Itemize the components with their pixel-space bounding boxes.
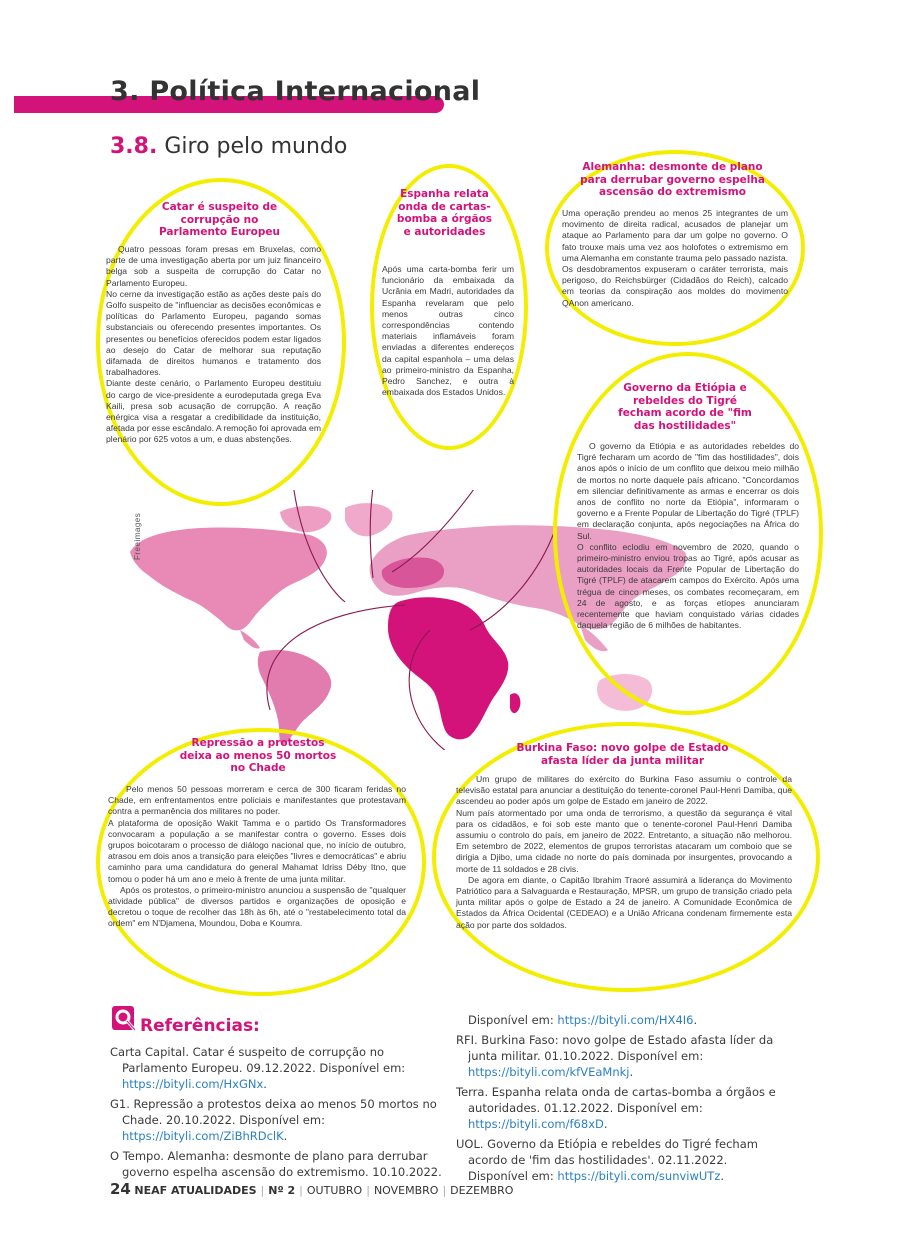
ref-link[interactable]: https://bityli.com/HxGNx: [122, 1077, 264, 1091]
references-left: [110, 1044, 442, 1184]
qatar-p1: Quatro pessoas foram presas em Bruxelas, como parte de uma investigação aberta por um juiz financeiro belga sob a suspeita de corrupção do Catar no Parlamento Europeu.: [106, 244, 321, 288]
subsection-title: [110, 134, 347, 159]
ethiopia-text: [577, 441, 799, 631]
ref-link[interactable]: https://bityli.com/HX4I6: [557, 1013, 694, 1027]
ref-text: Carta Capital. Catar é suspeito de corrupção no Parlamento Europeu. 09.12.2022. Disponível em:: [110, 1045, 406, 1075]
ref-link[interactable]: https://bityli.com/ZiBhRDclK: [122, 1129, 284, 1143]
ref-text: G1. Repressão a protestos deixa ao menos 50 mortos no Chade. 20.10.2022. Disponível em:: [110, 1097, 437, 1127]
references-icon: [110, 1004, 140, 1034]
subsection-number: 3.8.: [110, 134, 158, 159]
subsection-label: Giro pelo mundo: [164, 134, 348, 159]
spain-p1: Após uma carta-bomba ferir um funcionário da embaixada da Ucrânia em Madri, autoridades da Espanha revelaram que pelo menos outras cinco correspondências contendo materiais inflamáveis foram enviadas a diferentes endereços da capital espanhola – uma delas ao primeiro-ministro da Espanha, Pedro Sanchez, e outra à embaixada dos Estados Unidos.: [382, 264, 514, 398]
spain-title: Espanha relata onda de cartas-bomba a órgãos e autoridades: [396, 188, 493, 238]
ref-rfi: [456, 1032, 786, 1080]
spain-text: [382, 264, 514, 398]
ref-end: .: [283, 1129, 288, 1143]
ref-link[interactable]: https://bityli.com/f68xD: [468, 1117, 604, 1131]
ref-g1: [110, 1096, 442, 1144]
north-america: [130, 506, 331, 649]
burkina-p1: Um grupo de militares do exército do Burkina Faso assumiu o controle da televisão estatal para anunciar a destituição do tenente-coronel Paul-Henri Damiba, que ascendeu ao poder após um golpe de Estado em janeiro de 2022.: [456, 774, 792, 807]
chad-p1: Pelo menos 50 pessoas morreram e cerca de 300 ficaram feridas no Chade, em enfrentamentos entre policiais e manifestantes que protestavam contra a permanência dos militares no poder.: [108, 784, 406, 817]
chad-text: [108, 784, 406, 930]
month-3: DEZEMBRO: [450, 1184, 514, 1197]
section-title: 3. Política Internacional: [110, 76, 481, 107]
burkina-title: Burkina Faso: novo golpe de Estado afasta líder da junta militar: [516, 742, 729, 767]
qatar-title: Catar é suspeito de corrupção no Parlamento Europeu: [159, 201, 280, 238]
ref-o-tempo: [110, 1148, 442, 1180]
page-footer: 24 NEAF ATUALIDADES | Nº 2 | OUTUBRO | NOVEMBRO | DEZEMBRO: [110, 1180, 514, 1198]
page-number: 24: [110, 1180, 131, 1198]
photo-credit: Freeimages: [133, 512, 142, 560]
ref-text: O Tempo. Alemanha: desmonte de plano para derrubar governo espelha ascensão do extremismo. 10.10.2022.: [110, 1149, 442, 1179]
ref-terra: [456, 1084, 786, 1132]
ref-carta-capital: [110, 1044, 442, 1092]
ref-end: .: [263, 1077, 267, 1091]
ref-o-tempo-cont: [456, 1012, 786, 1028]
ref-end: .: [720, 1169, 725, 1183]
burkina-p2: Num país atormentado por uma onda de terrorismo, a questão da segurança é vital para os cidadãos, e foi sob este manto que o tenente-coronel Paul-Henri Damiba assumiu o controlo do país, em janeiro de 2022. Entretanto, a situação não melhorou. Em setembro de 2022, elementos de grupos terroristas atacaram um comboio que se dirigia a Djibo, uma cidade no norte do país dominada por insurgentes, provocando a morte de 11 soldados e 28 civis.: [456, 807, 792, 874]
ref-end: .: [629, 1065, 634, 1079]
germany-text: [562, 208, 788, 309]
germany-title: Alemanha: desmonte de plano para derrubar governo espelha ascensão do extremismo: [580, 161, 765, 198]
chad-title: Repressão a protestos deixa ao menos 50 mortos no Chade: [179, 737, 337, 774]
ref-end: .: [693, 1013, 698, 1027]
qatar-p3: Diante deste cenário, o Parlamento Europeu destituiu do cargo de vice-presidente a eurodeputada grega Eva Kaili, presa sob acusação de corrupção. A reação enérgica visa a resgatar a credibilidade da instituição, afetada por esse escândalo. A remoção foi aprovada em plenário por 625 votos a um, e duas abstenções.: [106, 378, 321, 445]
greenland: [345, 503, 393, 536]
ref-link[interactable]: https://bityli.com/kfVEaMnkj: [468, 1065, 630, 1079]
germany-p1: Uma operação prendeu ao menos 25 integrantes de um movimento de direita radical, acusados de planejar um ataque ao Parlamento para dar um golpe no governo. O fato trouxe mais uma vez aos holofotes o extremismo em uma Alemanha em constante trauma pelo passado nazista. Os desdobramentos expuseram o caráter terrorista, mais perigoso, do Reichsbürger (Cidadãos do Reich), calcado em teorias da conspiração aos moldes do movimento QAnon americano.: [562, 208, 788, 308]
references-right: [456, 1012, 786, 1188]
issue-number: Nº 2: [268, 1184, 296, 1197]
ref-uol: [456, 1136, 786, 1184]
month-2: NOVEMBRO: [373, 1184, 439, 1197]
ref-text: UOL. Governo da Etiópia e rebeldes do Tigré fecham acordo de 'fim das hostilidades'. 02.11.2022. Disponível em:: [456, 1137, 758, 1183]
ref-link[interactable]: https://bityli.com/sunviwUTz: [557, 1169, 721, 1183]
qatar-p2: No cerne da investigação estão as ações deste país do Golfo suspeito de "influenciar as decisões econômicas e políticas do Parlamento Europeu, pagando somas substanciais ou oferecendo presentes importantes. Os presentes ou benefícios oferecidos podem estar ligados ao desejo do Catar de melhorar sua reputação difamada de direitos humanos e tratamento dos trabalhadores.: [106, 288, 321, 378]
ethiopia-title: Governo da Etiópia e rebeldes do Tigré fecham acordo de "fim das hostilidades": [618, 382, 752, 432]
ref-text: Disponível em:: [468, 1013, 558, 1027]
burkina-p3: De agora em diante, o Capitão Ibrahim Traoré assumirá a liderança do Movimento Patriótico para a Salvaguarda e Restauração, MPSR, um grupo de transição criado pela junta militar após o golpe de Estado a 24 de janeiro. A Comunidade Econômica de Estados da África Ocidental (CEDEAO) e a União Africana condenam firmemente esta ação por parte dos soldados.: [456, 874, 792, 930]
qatar-text: [106, 244, 321, 446]
chad-p3: Após os protestos, o primeiro-ministro anunciou a suspensão de "qualquer atividade pública" de diversos partidos e organizações de oposição e decretou o toque de recolher das 18h às 6h, até o "restabelecimento total da ordem" em N'Djamena, Moundou, Doba e Koumra.: [108, 884, 406, 929]
ref-text: RFI. Burkina Faso: novo golpe de Estado afasta líder da junta militar. 01.10.2022. Disponível em:: [456, 1033, 774, 1063]
burkina-text: [456, 774, 792, 931]
africa: [388, 597, 520, 739]
magazine-name: NEAF ATUALIDADES: [134, 1184, 257, 1197]
ref-text: Terra. Espanha relata onda de cartas-bomba a órgãos e autoridades. 01.12.2022. Disponível em:: [456, 1085, 776, 1115]
ethiopia-p1: O governo da Etiópia e as autoridades rebeldes do Tigré fecharam um acordo de "fim das hostilidades", dois anos após o início de um conflito que deixou meio milhão de mortos no norte daquele país africano. "Concordamos em silenciar definitivamente as armas e encerrar os dois anos de conflito no norte da Etiópia", informaram o governo e a Frente Popular de Libertação do Tigré (TPLF) em declaração conjunta, após negociações na África do Sul.: [577, 441, 799, 541]
month-1: OUTUBRO: [306, 1184, 363, 1197]
ethiopia-p2: O conflito eclodiu em novembro de 2020, quando o primeiro-ministro enviou tropas ao Tigré, após acusar as autoridades locais da Frente Popular de Libertação do Tigré (TPLF) de atacarem campos do Exército. Após uma trégua de cinco meses, os combates recomeçaram, em 24 de agosto, e as forças etíopes anunciaram recentemente que haviam conquistado várias cidades daquela região de 6 milhões de habitantes.: [577, 541, 799, 631]
ref-end: .: [603, 1117, 608, 1131]
references-heading: Referências:: [140, 1016, 260, 1036]
chad-p2: A plataforma de oposição Wakit Tamma e o partido Os Transformadores convocaram a população a se manifestar contra o governo. Esses dois grupos boicotaram o processo de diálogo nacional que, no início de outubro, atrasou em dois anos a transição para eleições "livres e democráticas" e abriu caminho para uma candidatura do general Mahamat Idriss Déby Itno, que tomou o poder há um ano e meio à frente de uma junta militar.: [108, 817, 406, 884]
